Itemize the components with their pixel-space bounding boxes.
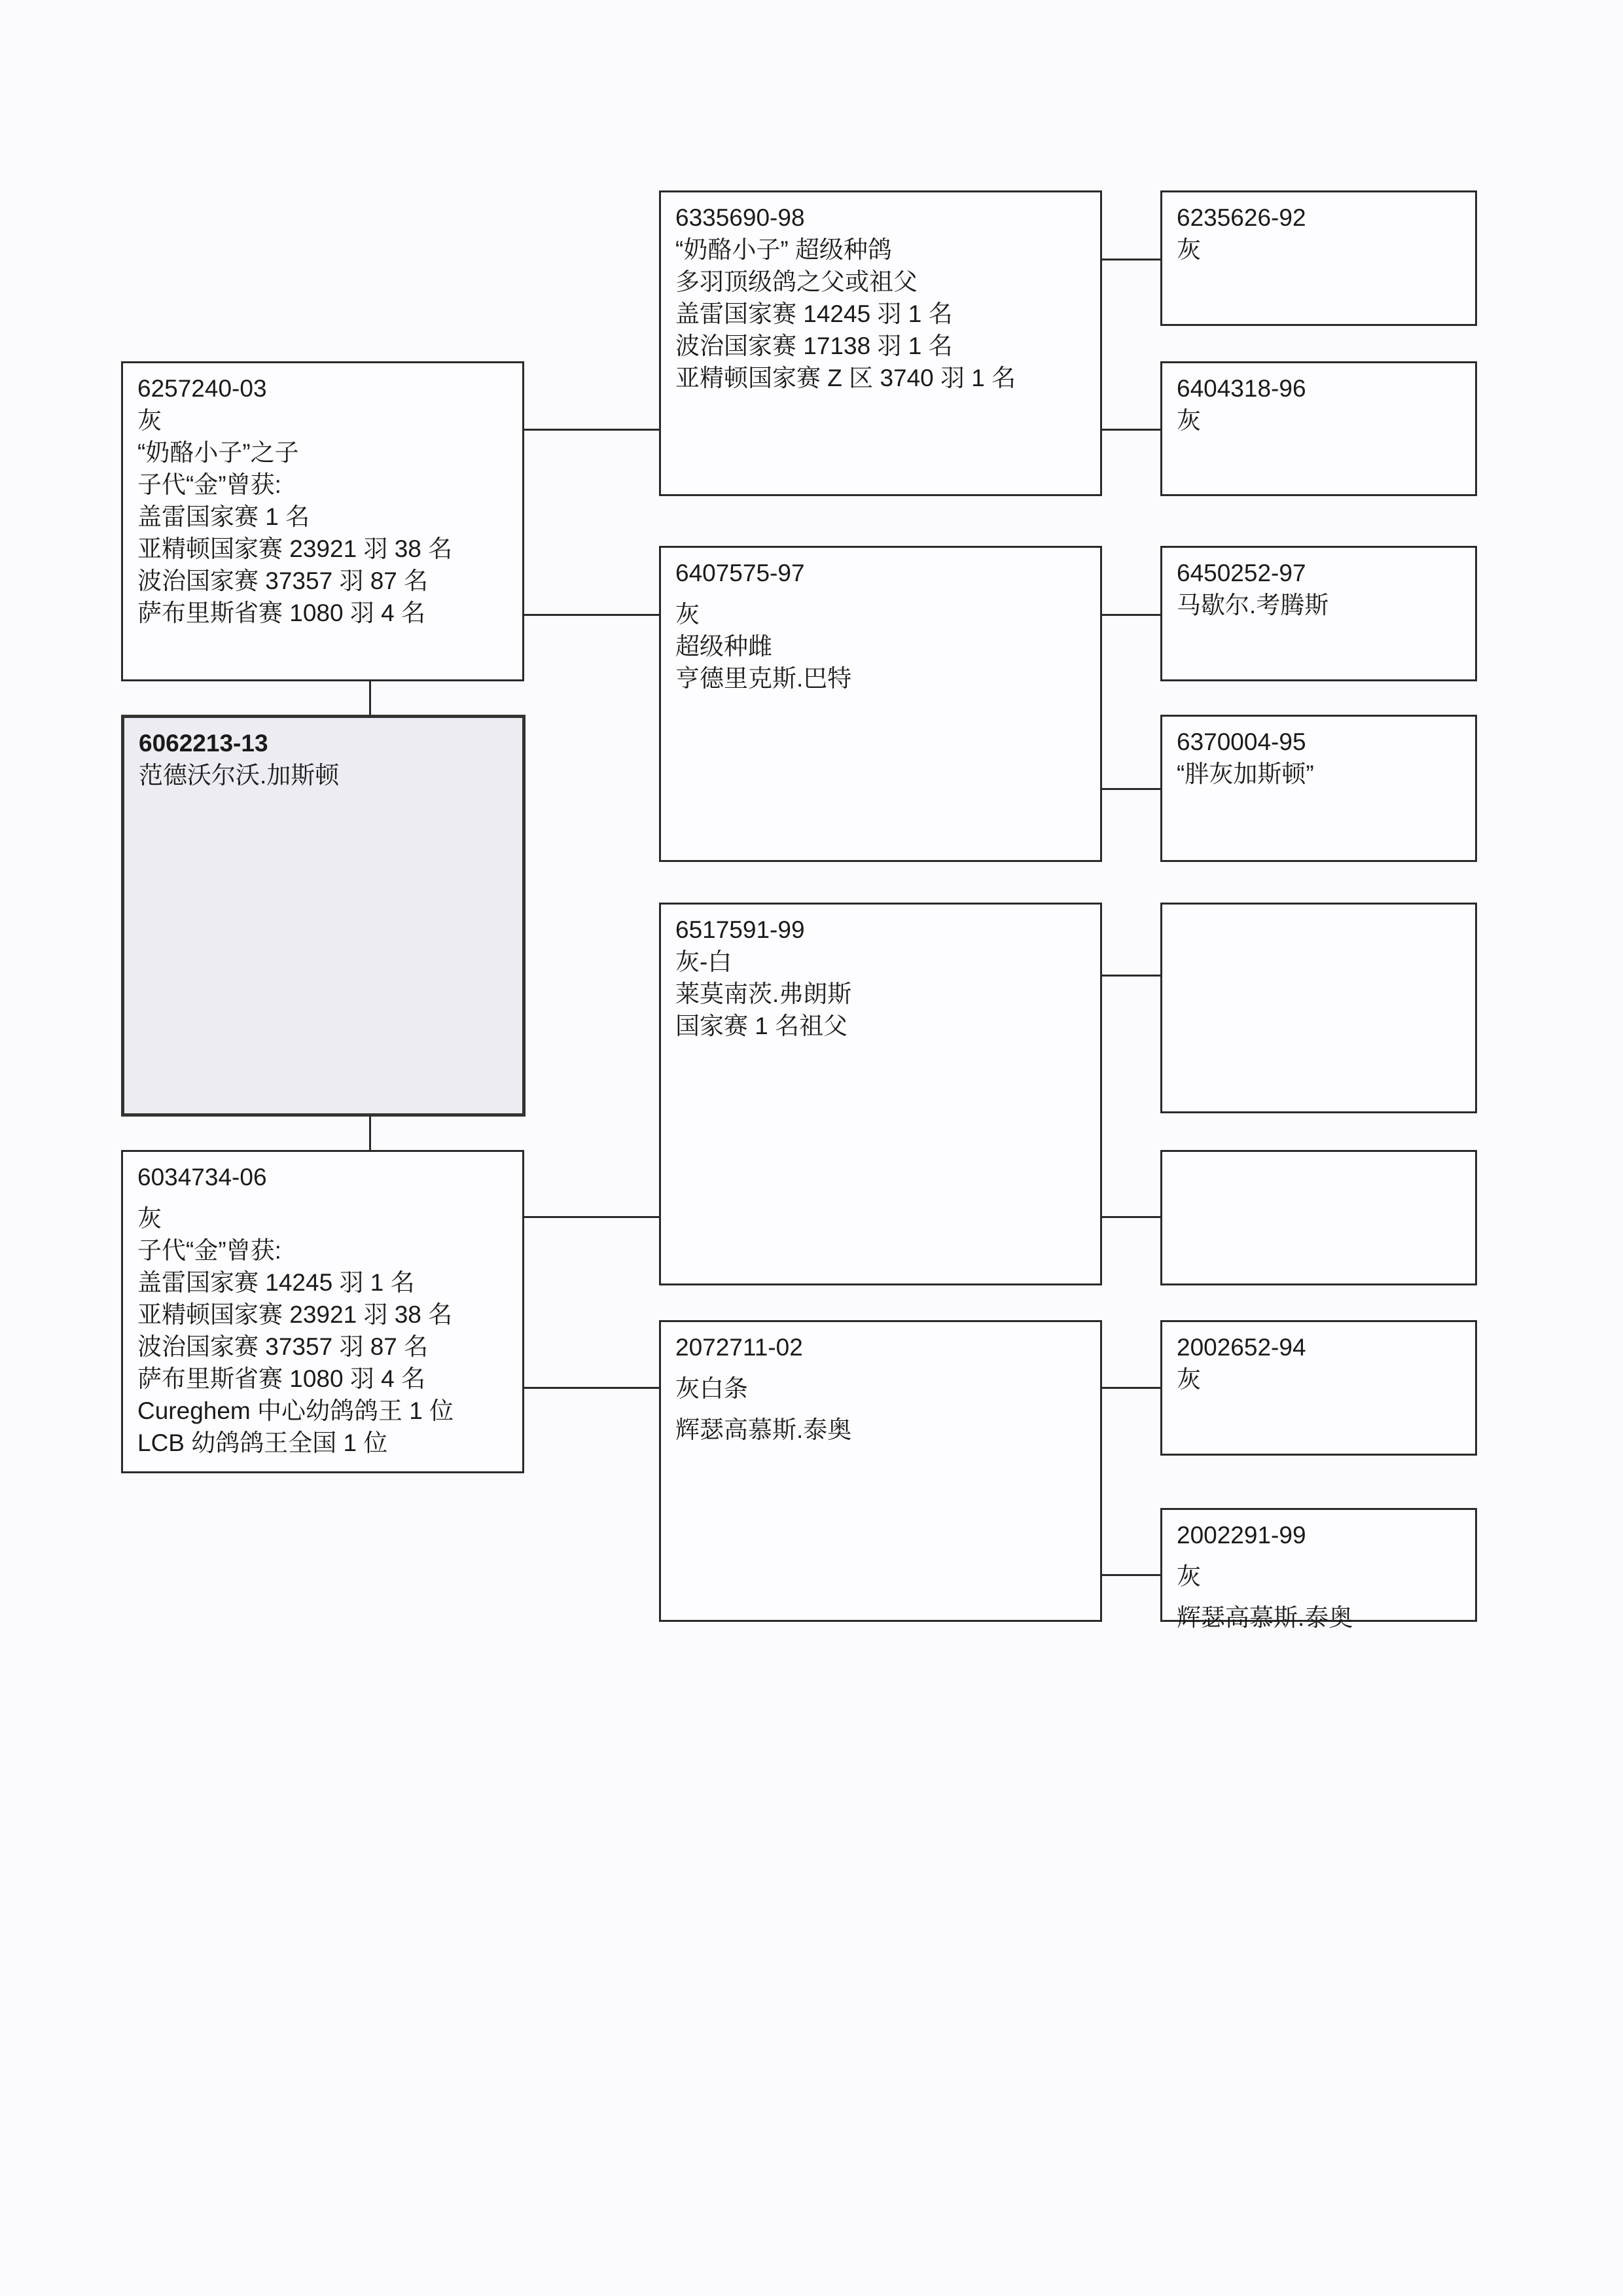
grandparent-box [659,903,1102,1285]
pedigree-text-line: “奶酪小子”之子 [137,439,299,466]
ring-number: 6062213-13 [139,730,268,757]
pedigree-text-line: 萨布里斯省赛 1080 羽 4 名 [137,600,426,626]
pedigree-text-line: 子代“金”曾获: [137,1237,281,1264]
pedigree-text-line: 灰 [137,1205,162,1232]
pedigree-text-line: 国家赛 1 名祖父 [675,1013,848,1039]
great-grandparent-box [1160,715,1477,862]
pedigree-text-line: 亨德里克斯.巴特 [675,665,852,692]
great-grandparent-box [1160,903,1477,1113]
great-grandparent-box [1160,1508,1477,1631]
ring-number: 6335690-98 [675,204,805,231]
great-grandparent-box [1160,1320,1477,1456]
great-grandparent-box [1160,1150,1477,1285]
pedigree-text-line: 辉瑟高慕斯.泰奥 [675,1416,852,1443]
pedigree-text-line: 灰 [137,407,162,434]
pedigree-text-line: 莱莫南茨.弗朗斯 [675,980,852,1007]
subject-box [121,715,526,1117]
pedigree-text-line: 盖雷国家赛 1 名 [137,503,310,530]
grandparent-box [659,1320,1102,1622]
grandparent-box [659,190,1102,496]
ring-number: 6517591-99 [675,916,805,943]
connector [1102,429,1160,431]
connector [524,614,659,616]
pedigree-text-line: “奶酪小子” 超级种鸽 [675,236,892,263]
pedigree-text-line: 亚精顿国家赛 23921 羽 38 名 [137,535,453,562]
connector [1102,1574,1160,1576]
pedigree-text-line: 盖雷国家赛 14245 羽 1 名 [675,300,953,327]
pedigree-text-line: 辉瑟高慕斯.泰奥 [1177,1604,1353,1631]
connector [1102,1216,1160,1218]
connector [1102,788,1160,790]
ring-number: 2072711-02 [675,1334,803,1361]
great-grandparent-box [1160,361,1477,496]
ring-number: 6404318-96 [1177,375,1306,402]
ring-number: 6235626-92 [1177,204,1306,231]
connector [1102,975,1160,977]
connector [1102,1387,1160,1389]
pedigree-text-line: 子代“金”曾获: [137,471,281,498]
pedigree-text-line: “胖灰加斯顿” [1177,761,1314,787]
ring-number: 6034734-06 [137,1164,267,1191]
connector [369,681,371,715]
pedigree-text-line: 超级种雌 [675,633,772,660]
ring-number: 2002652-94 [1177,1334,1306,1361]
grandparent-box [659,546,1102,862]
pedigree-text-line: 亚精顿国家赛 Z 区 3740 羽 1 名 [675,365,1016,391]
sire-box [121,361,524,681]
connector [1102,614,1160,616]
pedigree-text-line: 范德沃尔沃.加斯顿 [139,762,340,789]
pedigree-text-line: 灰白条 [675,1375,748,1402]
connector [524,1216,659,1218]
pedigree-text-line: Cureghem 中心幼鸽鸽王 1 位 [137,1397,454,1424]
pedigree-text-line: 灰 [1177,1366,1201,1393]
pedigree-text-line: 波治国家赛 37357 羽 87 名 [137,1333,429,1360]
pedigree-text-line: 马歇尔.考腾斯 [1177,592,1329,619]
ring-number: 6407575-97 [675,560,805,586]
connector [524,1387,659,1389]
pedigree-text-line: 波治国家赛 17138 羽 1 名 [675,332,953,359]
pedigree-text-line: 盖雷国家赛 14245 羽 1 名 [137,1269,415,1296]
connector [1102,259,1160,260]
pedigree-text-line: 波治国家赛 37357 羽 87 名 [137,567,429,594]
pedigree-text-line: 灰 [1177,236,1201,263]
pedigree-text-line: 灰 [675,601,700,628]
pedigree-text-line: 灰 [1177,407,1201,434]
dam-box [121,1150,524,1473]
connector [369,1117,371,1150]
pedigree-text-line: 灰 [1177,1563,1201,1590]
pedigree-text-line: 亚精顿国家赛 23921 羽 38 名 [137,1301,453,1328]
pedigree-text-line: 多羽顶级鸽之父或祖父 [675,268,918,295]
ring-number: 6370004-95 [1177,728,1306,755]
great-grandparent-box [1160,190,1477,326]
pedigree-text-line: 灰-白 [675,948,732,975]
pedigree-text-line: 萨布里斯省赛 1080 羽 4 名 [137,1365,426,1392]
pedigree-text-line: LCB 幼鸽鸽王全国 1 位 [137,1429,388,1456]
ring-number: 6257240-03 [137,375,267,402]
great-grandparent-box [1160,546,1477,681]
ring-number: 6450252-97 [1177,560,1306,586]
ring-number: 2002291-99 [1177,1522,1306,1549]
connector [524,429,659,431]
